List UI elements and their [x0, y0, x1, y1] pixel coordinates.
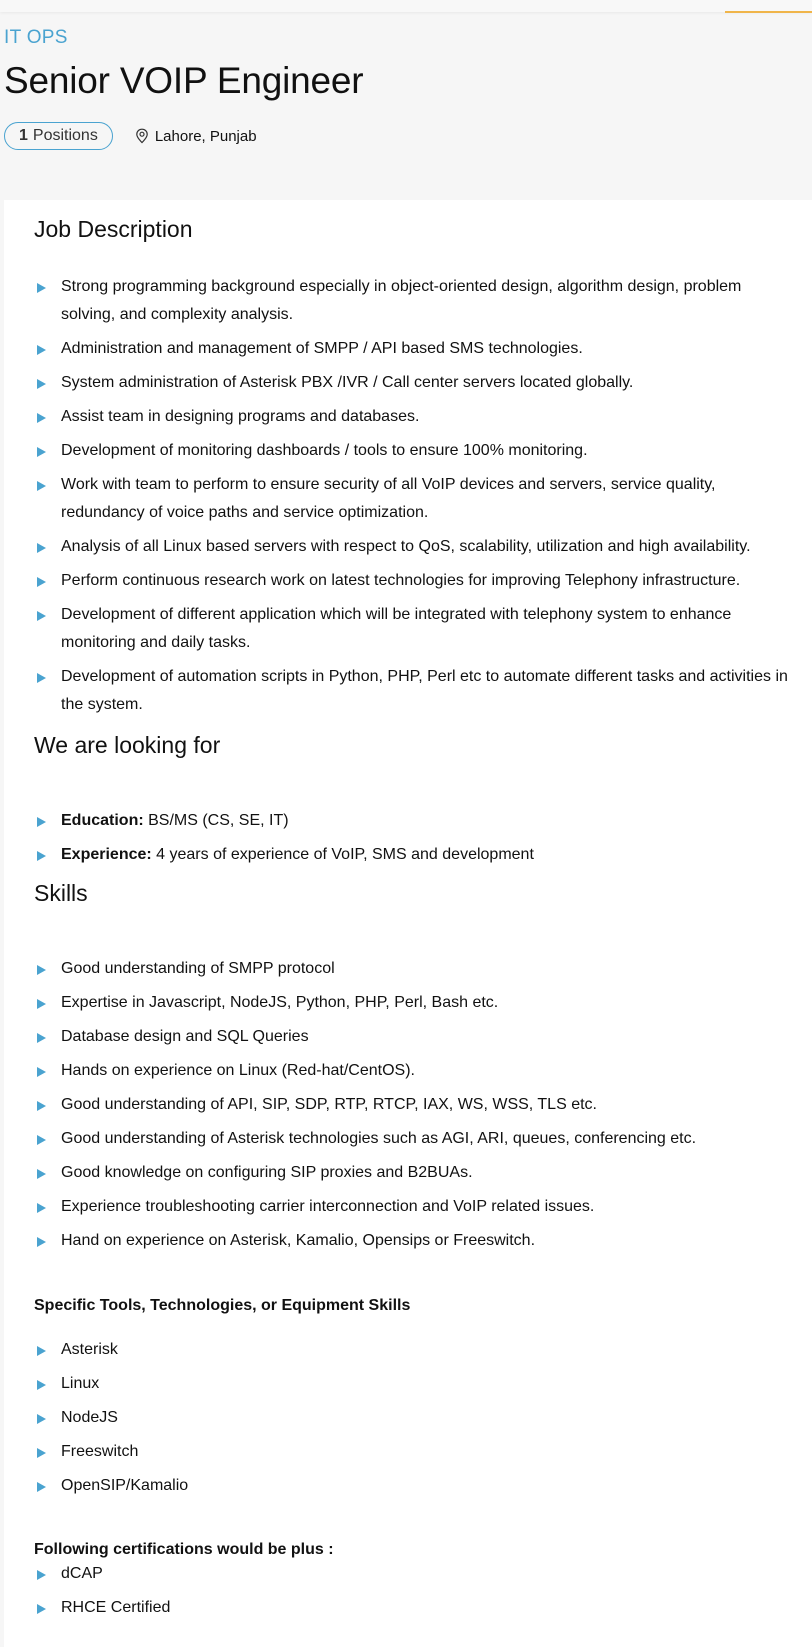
- bullet-arrow-icon: [37, 577, 46, 587]
- bullet-arrow-icon: [37, 283, 46, 293]
- job-title: Senior VOIP Engineer: [4, 60, 364, 101]
- positions-count: 1: [19, 127, 28, 144]
- list-item: [34, 1438, 794, 1466]
- list-item: [34, 1023, 794, 1051]
- bullet-arrow-icon: [37, 1346, 46, 1356]
- list-item: [34, 1472, 794, 1500]
- bullet-arrow-icon: [37, 673, 46, 683]
- list-item-text: OpenSIP/Kamalio: [61, 1477, 189, 1494]
- education-label: Education:: [61, 812, 144, 829]
- list-item: [34, 471, 794, 527]
- bullet-arrow-icon: [37, 851, 46, 861]
- positions-label: Positions: [32, 127, 98, 144]
- list-item: [34, 335, 794, 363]
- list-item-text: Work with team to perform to ensure security of all VoIP devices and servers, service quality, redundancy of voice paths and service optimization.: [61, 476, 716, 521]
- list-item: [34, 841, 794, 869]
- list-item: [34, 601, 794, 657]
- list-item-text: Analysis of all Linux based servers with respect to QoS, scalability, utilization and high availability.: [61, 538, 751, 555]
- list-item: [34, 273, 794, 329]
- certifications-heading: Following certifications would be plus :: [34, 1541, 334, 1558]
- list-item: [34, 437, 794, 465]
- list-item: [34, 807, 794, 835]
- bullet-arrow-icon: [37, 1570, 46, 1580]
- job-description-heading: Job Description: [34, 216, 193, 242]
- list-item: [34, 663, 794, 719]
- list-item-text: Good understanding of API, SIP, SDP, RTP, RTCP, IAX, WS, WSS, TLS etc.: [61, 1096, 597, 1113]
- list-item-text: RHCE Certified: [61, 1599, 171, 1616]
- list-item: [34, 1370, 794, 1398]
- positions-badge: [4, 122, 113, 150]
- location: [135, 128, 257, 145]
- looking-for-heading: We are looking for: [34, 732, 221, 758]
- certifications-list: [34, 1560, 794, 1628]
- bullet-arrow-icon: [37, 817, 46, 827]
- experience-label: Experience:: [61, 846, 152, 863]
- bullet-arrow-icon: [37, 965, 46, 975]
- list-item-text: Expertise in Javascript, NodeJS, Python, PHP, Perl, Bash etc.: [61, 994, 499, 1011]
- tools-heading: Specific Tools, Technologies, or Equipment Skills: [34, 1297, 411, 1314]
- bullet-arrow-icon: [37, 543, 46, 553]
- bullet-arrow-icon: [37, 1169, 46, 1179]
- tools-list: [34, 1336, 794, 1506]
- bullet-arrow-icon: [37, 1067, 46, 1077]
- list-item-text: Administration and management of SMPP / API based SMS technologies.: [61, 340, 583, 357]
- map-pin-icon: [135, 128, 149, 144]
- bullet-arrow-icon: [37, 1237, 46, 1247]
- list-item: [34, 1091, 794, 1119]
- list-item-text: Linux: [61, 1375, 100, 1392]
- job-meta: [4, 122, 257, 150]
- bullet-arrow-icon: [37, 1101, 46, 1111]
- list-item-text: Strong programming background especially in object-oriented design, algorithm design, problem solving, and complexity analysis.: [61, 278, 742, 323]
- list-item: [34, 1336, 794, 1364]
- list-item: [34, 567, 794, 595]
- list-item-text: Assist team in designing programs and databases.: [61, 408, 420, 425]
- bullet-arrow-icon: [37, 1604, 46, 1614]
- looking-for-list: [34, 807, 794, 875]
- list-item: [34, 369, 794, 397]
- list-item-text: System administration of Asterisk PBX /IVR / Call center servers located globally.: [61, 374, 634, 391]
- bullet-arrow-icon: [37, 1135, 46, 1145]
- list-item-text: Good knowledge on configuring SIP proxies and B2BUAs.: [61, 1164, 473, 1181]
- bullet-arrow-icon: [37, 999, 46, 1009]
- bullet-arrow-icon: [37, 379, 46, 389]
- list-item: [34, 1560, 794, 1588]
- bullet-arrow-icon: [37, 481, 46, 491]
- list-item-text: NodeJS: [61, 1409, 118, 1426]
- top-bar-accent: [725, 11, 812, 13]
- list-item-text: Hand on experience on Asterisk, Kamalio, Opensips or Freeswitch.: [61, 1232, 536, 1249]
- list-item-text: Development of different application which will be integrated with telephony system to enhance monitoring and daily tasks.: [61, 606, 732, 651]
- list-item: [34, 955, 794, 983]
- list-item: [34, 1227, 794, 1255]
- bullet-arrow-icon: [37, 611, 46, 621]
- list-item: [34, 1125, 794, 1153]
- bullet-arrow-icon: [37, 447, 46, 457]
- job-details-card: [4, 200, 812, 1647]
- bullet-arrow-icon: [37, 1380, 46, 1390]
- list-item: [34, 1404, 794, 1432]
- list-item-text: Development of monitoring dashboards / tools to ensure 100% monitoring.: [61, 442, 588, 459]
- bullet-arrow-icon: [37, 1448, 46, 1458]
- list-item: [34, 403, 794, 431]
- list-item-text: Good understanding of SMPP protocol: [61, 960, 335, 977]
- department-label: IT OPS: [4, 27, 68, 48]
- list-item-text: Database design and SQL Queries: [61, 1028, 309, 1045]
- bullet-arrow-icon: [37, 1203, 46, 1213]
- experience-value: 4 years of experience of VoIP, SMS and development: [151, 846, 534, 863]
- list-item: [34, 1193, 794, 1221]
- list-item-text: Experience troubleshooting carrier interconnection and VoIP related issues.: [61, 1198, 595, 1215]
- skills-list: [34, 955, 794, 1261]
- list-item-text: Freeswitch: [61, 1443, 139, 1460]
- list-item-text: Perform continuous research work on latest technologies for improving Telephony infrastructure.: [61, 572, 741, 589]
- list-item: [34, 1057, 794, 1085]
- job-description-list: [34, 273, 794, 725]
- list-item: [34, 1159, 794, 1187]
- list-item: [34, 533, 794, 561]
- list-item: [34, 1594, 794, 1622]
- skills-heading: Skills: [34, 880, 88, 906]
- list-item-text: Hands on experience on Linux (Red-hat/CentOS).: [61, 1062, 415, 1079]
- education-value: BS/MS (CS, SE, IT): [143, 812, 289, 829]
- bullet-arrow-icon: [37, 413, 46, 423]
- bullet-arrow-icon: [37, 1033, 46, 1043]
- top-bar: [0, 0, 812, 12]
- location-text: Lahore, Punjab: [154, 127, 257, 145]
- bullet-arrow-icon: [37, 1482, 46, 1492]
- list-item-text: Good understanding of Asterisk technologies such as AGI, ARI, queues, conferencing etc.: [61, 1130, 697, 1147]
- bullet-arrow-icon: [37, 345, 46, 355]
- bullet-arrow-icon: [37, 1414, 46, 1424]
- list-item: [34, 989, 794, 1017]
- list-item-text: Development of automation scripts in Python, PHP, Perl etc to automate different tasks and activities in the system.: [61, 668, 788, 713]
- list-item-text: Asterisk: [61, 1341, 118, 1358]
- list-item-text: dCAP: [61, 1565, 103, 1582]
